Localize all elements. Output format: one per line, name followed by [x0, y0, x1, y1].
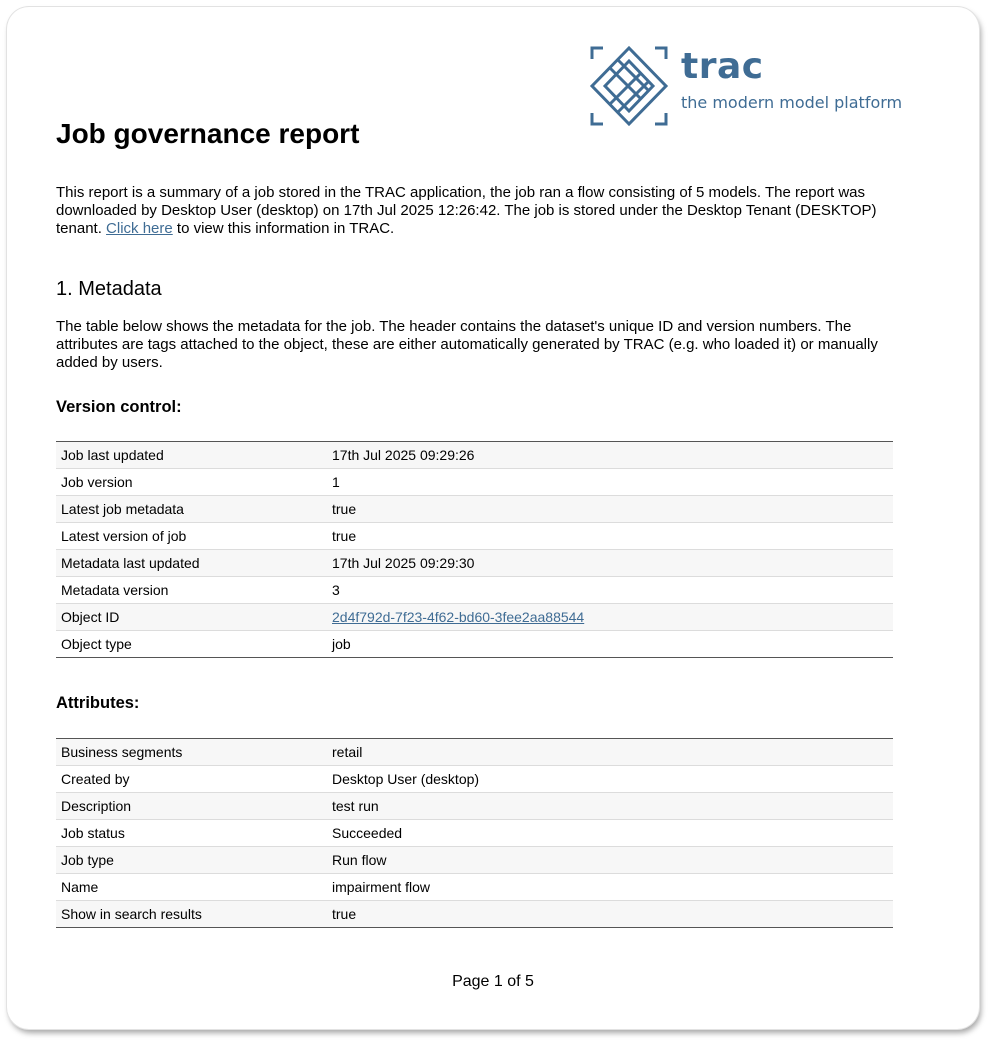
report-page — [7, 7, 979, 1029]
section-heading-metadata: 1. Metadata — [56, 278, 162, 300]
table-row — [56, 604, 893, 631]
table-row — [56, 442, 893, 469]
table-row — [56, 631, 893, 657]
row-key: Description — [61, 798, 132, 814]
table-row — [56, 577, 893, 604]
row-key: Name — [61, 879, 99, 895]
object-id-link[interactable]: 2d4f792d-7f23-4f62-bd60-3fee2aa88544 — [332, 609, 585, 625]
row-key: Latest version of job — [61, 528, 187, 544]
row-key: Show in search results — [61, 906, 202, 922]
row-value: 1 — [332, 474, 340, 490]
trac-logo — [589, 45, 909, 135]
table-row — [56, 550, 893, 577]
row-value: retail — [332, 744, 363, 760]
attributes-heading: Attributes: — [56, 694, 140, 712]
row-value: job — [332, 636, 351, 652]
intro-text-before: This report is a summary of a job stored in the TRAC application, the job ran a flow consisting of 5 models. The report was downloaded by Desktop User (desktop) on 17th Jul 2025 12:26:42. The job is stored under the Desktop Tenant (DESKTOP) tenant. — [56, 184, 877, 237]
version-control-heading: Version control: — [56, 398, 182, 416]
table-row — [56, 847, 893, 874]
row-key: Job version — [61, 474, 133, 490]
row-value: 3 — [332, 582, 340, 598]
row-value: impairment flow — [332, 879, 431, 895]
row-value — [332, 604, 893, 630]
table-row — [56, 901, 893, 927]
table-row — [56, 793, 893, 820]
version-control-table — [56, 441, 893, 658]
row-key: Metadata last updated — [61, 555, 200, 571]
intro-text-after: to view this information in TRAC. — [172, 220, 395, 237]
logo-tagline: the modern model platform — [681, 93, 903, 112]
row-value: 17th Jul 2025 09:29:26 — [332, 447, 475, 463]
row-key: Object type — [61, 636, 132, 652]
metadata-description: The table below shows the metadata for the job. The header contains the dataset's unique ID and version numbers. The attributes are tags attached to the object, these are either automatically generated by TRAC (e.g. who loaded it) or manually added by users. — [56, 318, 878, 371]
table-row — [56, 496, 893, 523]
row-value: test run — [332, 798, 379, 814]
row-value: true — [332, 528, 357, 544]
intro-paragraph — [56, 184, 896, 238]
attributes-table — [56, 738, 893, 928]
logo-wordmark: trac — [681, 46, 764, 87]
row-value: true — [332, 906, 357, 922]
trac-logo-mark-icon — [589, 45, 669, 127]
table-row — [56, 523, 893, 550]
page-number: Page 1 of 5 — [452, 973, 534, 990]
row-key: Metadata version — [61, 582, 169, 598]
table-row — [56, 820, 893, 847]
row-key: Latest job metadata — [61, 501, 184, 517]
table-row — [56, 766, 893, 793]
table-row — [56, 739, 893, 766]
row-value: true — [332, 501, 357, 517]
row-value: Succeeded — [332, 825, 403, 841]
row-value: 17th Jul 2025 09:29:30 — [332, 555, 475, 571]
row-key: Business segments — [61, 744, 183, 760]
row-key: Created by — [61, 771, 130, 787]
row-key: Job status — [61, 825, 125, 841]
row-key: Job type — [61, 852, 114, 868]
table-row — [56, 874, 893, 901]
row-value: Run flow — [332, 852, 387, 868]
row-key: Job last updated — [61, 447, 164, 463]
row-key: Object ID — [61, 609, 120, 625]
row-value: Desktop User (desktop) — [332, 771, 480, 787]
trac-link[interactable]: Click here — [106, 220, 173, 237]
page-title: Job governance report — [56, 118, 360, 149]
table-row — [56, 469, 893, 496]
